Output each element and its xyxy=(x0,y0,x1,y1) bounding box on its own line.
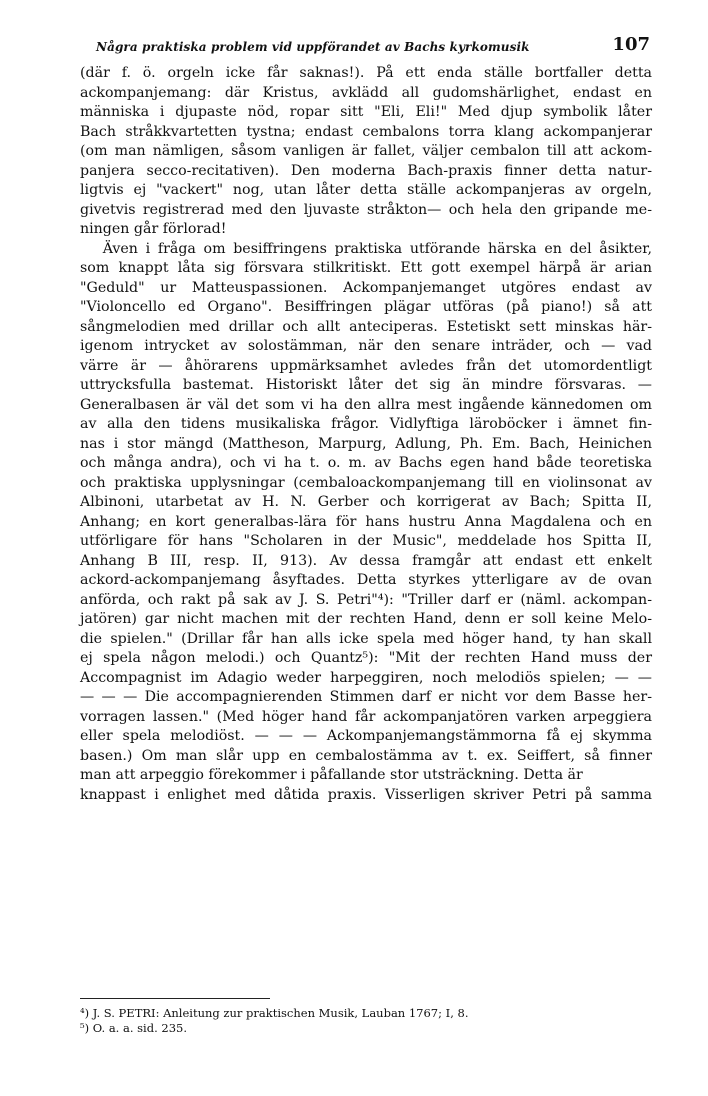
text-line: (där f. ö. orgeln icke får saknas!). På ett enda ställe bortfaller detta xyxy=(80,65,652,81)
text-line: (om man nämligen, såsom vanligen är fallet, väljer cembalon till att ackom- xyxy=(80,143,652,159)
text-line: eller spela melodiöst. — — — Ackompanjemangstämmorna få ej skymma xyxy=(80,728,652,744)
text-line: die spielen." (Drillar får han alls icke spela med höger hand, ty han skall xyxy=(80,630,652,647)
text-line: ackompanjemang: där Kristus, avklädd all gudomshärlighet, endast en xyxy=(80,84,652,101)
text-line: sångmelodien med drillar och allt anteciperas. Estetiskt sett minskas här- xyxy=(80,318,652,335)
text-line: och praktiska upplysningar (cembaloackompanjemang till en violinsonat av xyxy=(80,474,652,491)
running-title: Några praktiska problem vid uppförandet av Bachs kyrkomusik xyxy=(96,40,530,54)
text-line: uttrycksfulla bastemat. Historiskt låter det sig än mindre försvaras. — xyxy=(80,377,652,393)
text-line: Generalbasen är väl det som vi ha den allra mest ingående kännedomen om xyxy=(80,396,652,413)
text-line: vorragen lassen." (Med höger hand får ackompanjatören varken arpeggiera xyxy=(80,708,652,725)
text-line: Anhang; en kort generalbas-lära för hans hustru Anna Magdalena och en xyxy=(80,513,652,530)
text-line: Anhang B III, resp. II, 913). Av dessa framgår att endast ett enkelt xyxy=(80,552,652,569)
text-line: ligtvis ej "vackert" nog, utan låter detta ställe ackompanjeras av orgeln, xyxy=(80,182,652,198)
text-line: ningen går förlorad! xyxy=(80,221,227,237)
footnotes xyxy=(80,1006,640,1036)
text-line: Även i fråga om besiffringens praktiska utförande härska en del åsikter, xyxy=(102,240,652,257)
text-line: utförligare för hans "Scholaren in der Music", meddelade hos Spitta II, xyxy=(80,533,652,549)
text-line: jatören) gar nicht machen mit der rechten Hand, denn er soll keine Melo- xyxy=(80,611,652,627)
text-line: människa i djupaste nöd, ropar sitt "Eli, Eli!" Med djup symbolik låter xyxy=(80,104,652,120)
text-line: panjera secco-recitativen). Den moderna Bach-praxis finner detta natur- xyxy=(80,162,652,179)
text-line: knappast i enlighet med dåtida praxis. Visserligen skriver Petri på samma xyxy=(80,786,652,803)
text-line: — — — Die accompagnierenden Stimmen darf er nicht vor dem Basse her- xyxy=(80,689,652,705)
text-line: av alla den tidens musikaliska frågor. Vidlyftiga läroböcker i ämnet fin- xyxy=(80,416,652,432)
text-line: nas i stor mängd (Mattheson, Marpurg, Adlung, Ph. Em. Bach, Heinichen xyxy=(80,435,652,452)
text-line: "Violoncello ed Organo". Besiffringen plägar utföras (på piano!) så att xyxy=(80,299,652,315)
page-number: 107 xyxy=(612,34,650,55)
text-line: och många andra), och vi ha t. o. m. av Bachs egen hand både teoretiska xyxy=(80,455,652,471)
footnote-divider xyxy=(80,998,270,999)
text-line: anförda, och rakt på sak av J. S. Petri"⁴): "Triller darf er (näml. ackompan- xyxy=(80,591,652,608)
text-line: Albinoni, utarbetat av H. N. Gerber och korrigerat av Bach; Spitta II, xyxy=(80,494,652,510)
text-line: ackord-ackompanjemang åsyftades. Detta styrkes ytterligare av de ovan xyxy=(80,572,652,588)
text-line: "Geduld" ur Matteuspassionen. Ackompanjemanget utgöres endast av xyxy=(80,279,652,296)
text-line: igenom intrycket av solostämman, när den senare inträder, och — vad xyxy=(80,338,652,354)
text-line: givetvis registrerad med den ljuvaste stråkton— och hela den gripande me- xyxy=(80,201,652,218)
footnote: ⁴) J. S. PETRI: Anleitung zur praktischen Musik, Lauban 1767; I, 8. xyxy=(80,1006,469,1020)
text-line: Accompagnist im Adagio weder harpeggiren, noch melodiös spielen; — — xyxy=(80,669,652,686)
footnote: ⁵) O. a. a. sid. 235. xyxy=(80,1021,188,1035)
text-line: Bach stråkkvartetten tystna; endast cembalons torra klang ackompanjerar xyxy=(80,123,652,140)
text-line: basen.) Om man slår upp en cembalostämma av t. ex. Seiffert, så finner xyxy=(80,747,652,764)
text-line: man att arpeggio förekommer i påfallande stor utsträckning. Detta är xyxy=(80,767,583,783)
text-line: som knappt låta sig försvara stilkritiskt. Ett gott exempel härpå är arian xyxy=(80,260,652,276)
page-header xyxy=(88,34,650,60)
body-text xyxy=(80,64,652,805)
text-line: värre är — åhörarens uppmärksamhet avledes från det utomordentligt xyxy=(80,357,652,374)
text-line: ej spela någon melodi.) och Quantz⁵): "Mit der rechten Hand muss der xyxy=(80,650,652,666)
